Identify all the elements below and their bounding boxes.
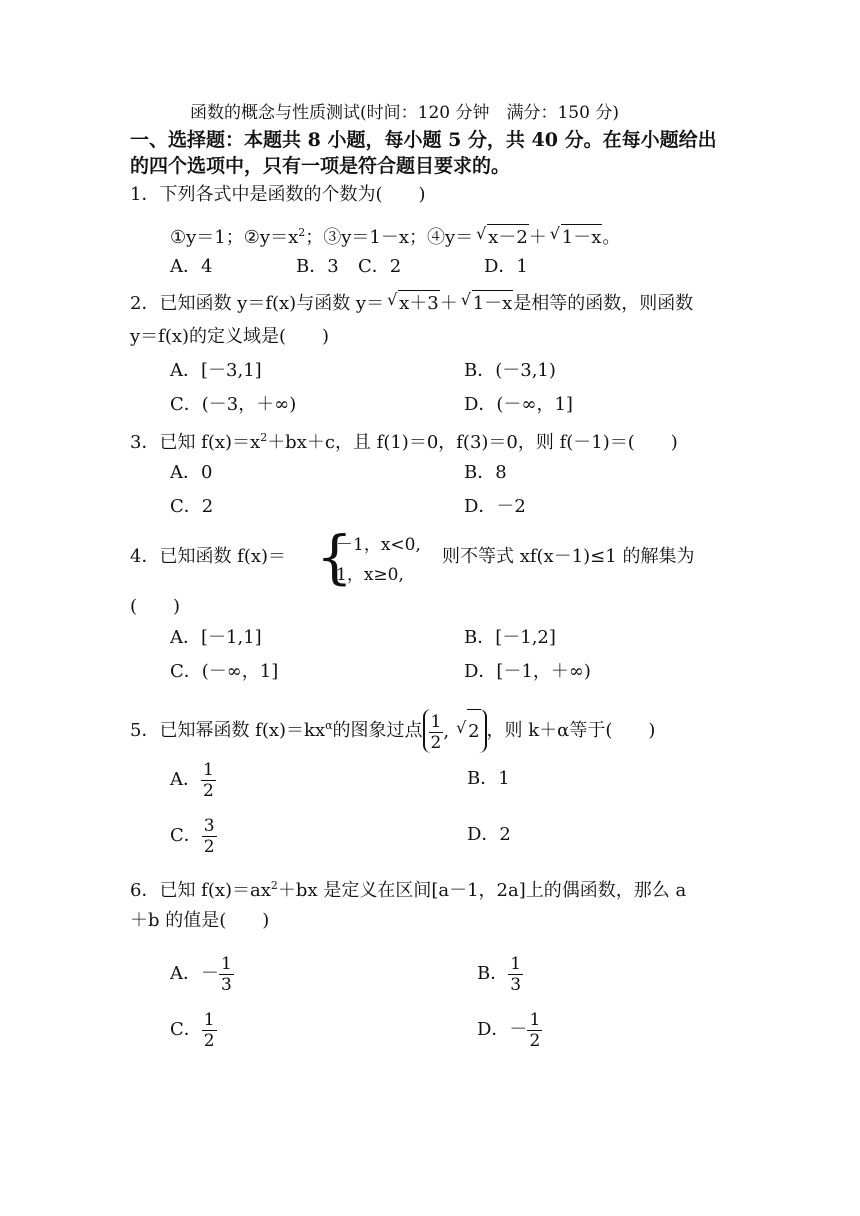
q5-option-c-label: C． xyxy=(170,825,202,846)
q6-option-d-label: D．－ xyxy=(477,1019,528,1040)
q6-option-b-label: B． xyxy=(477,963,509,984)
q5-stem-c: ，则 k＋α等于( ) xyxy=(486,720,656,741)
q2-stem-a: 2．已知函数 y＝f(x)与函数 y＝ xyxy=(130,293,385,314)
q6-b-num: 1 xyxy=(510,953,522,974)
q4-case1: －1，x<0, xyxy=(336,535,421,555)
q5-point-den: 2 xyxy=(430,732,442,753)
q2-option-c: C．(－3，＋∞) xyxy=(170,394,297,415)
q5-option-c xyxy=(170,814,217,858)
q5-point xyxy=(423,709,487,753)
q3-option-b: B．8 xyxy=(464,462,507,483)
section-instructions-line2: 的四个选项中，只有一项是符合题目要求的。 xyxy=(130,155,511,177)
q1-option-d: D．1 xyxy=(484,256,528,277)
page-title: 函数的概念与性质测试(时间：120 分钟 满分：150 分) xyxy=(190,103,619,123)
q5-stem-b: 的图象过点 xyxy=(332,720,423,741)
q5-a-num: 1 xyxy=(203,759,214,780)
q6-b-den: 3 xyxy=(510,974,522,995)
q1-items-sup: 2 xyxy=(298,226,306,239)
q1-period: 。 xyxy=(602,227,621,248)
q6-option-c-label: C． xyxy=(170,1019,202,1040)
q5-point-num: 1 xyxy=(430,711,442,732)
q5-option-a-fraction xyxy=(201,760,216,801)
q6-option-d xyxy=(477,1008,542,1052)
q5-stem-a: 5．已知幂函数 f(x)＝kx xyxy=(130,720,326,741)
q5-option-c-fraction xyxy=(202,816,217,857)
q2-sqrt2: √ 1－x xyxy=(472,290,514,317)
q5-c-den: 2 xyxy=(203,836,215,857)
q6-option-d-fraction xyxy=(527,1010,542,1051)
q5-a-den: 2 xyxy=(203,780,214,801)
q1-items-a: ①y＝1；②y＝x xyxy=(170,227,299,248)
q5-point-comma: , xyxy=(443,721,450,742)
q5-option-a xyxy=(170,758,216,802)
q6-option-c xyxy=(170,1008,217,1052)
q3-stem-b: ＋bx＋c，且 f(1)＝0，f(3)＝0，则 f(－1)＝( ) xyxy=(267,432,678,453)
q3-option-c: C．2 xyxy=(170,496,214,517)
q1-plus: ＋ xyxy=(528,227,547,248)
q6-option-b-fraction xyxy=(508,954,523,995)
q5-sup: α xyxy=(325,719,333,732)
q6-d-num: 1 xyxy=(529,1009,541,1030)
q6-option-c-fraction xyxy=(202,1010,217,1051)
q1-option-c: C．2 xyxy=(358,256,402,277)
q2-stem-line2: y＝f(x)的定义域是( ) xyxy=(130,326,330,347)
q6-c-num: 1 xyxy=(203,1009,215,1030)
q6-a-num: 1 xyxy=(221,953,232,974)
q2-plus: ＋ xyxy=(439,293,458,314)
q4-brace: { xyxy=(316,523,353,591)
q6-a-den: 3 xyxy=(221,974,232,995)
q5-option-d: D．2 xyxy=(467,824,511,845)
q3-stem xyxy=(130,425,678,456)
q6-stem xyxy=(130,873,686,904)
q3-option-d: D．－2 xyxy=(464,496,526,517)
q3-sup: 2 xyxy=(260,431,268,444)
q4-option-b: B．[－1,2] xyxy=(464,627,556,648)
q6-stem-b: ＋bx 是定义在区间[a－1，2a]上的偶函数，那么 a xyxy=(277,880,687,901)
q5-option-b: B．1 xyxy=(467,768,510,789)
section-instructions-line1: 一、选择题：本题共 8 小题，每小题 5 分，共 40 分。在每小题给出 xyxy=(130,129,717,151)
q4-stem-a: 4．已知函数 f(x)＝ xyxy=(130,546,287,567)
q2-stem xyxy=(130,290,693,317)
q6-option-a-label: A．－ xyxy=(170,963,219,984)
q5-c-num: 3 xyxy=(203,815,215,836)
q1-sqrt2: √ 1－x xyxy=(561,224,603,251)
q2-option-d: D．(－∞，1] xyxy=(464,394,573,415)
q5-point-fraction xyxy=(429,712,444,753)
q5-stem xyxy=(130,704,655,753)
q6-stem-a: 6．已知 f(x)＝ax xyxy=(130,880,271,901)
q2-option-b: B．(－3,1) xyxy=(464,360,556,381)
q6-option-a-fraction xyxy=(219,954,234,995)
q4-option-c: C．(－∞，1] xyxy=(170,661,279,682)
q4-option-d: D．[－1，＋∞) xyxy=(464,661,591,682)
q2-stem-b: 是相等的函数，则函数 xyxy=(513,293,694,314)
q4-option-a: A．[－1,1] xyxy=(170,627,262,648)
q5-point-sqrt: √ 2 xyxy=(467,709,480,754)
q1-sqrt1: √ x－2 xyxy=(487,224,529,251)
q1-stem: 1．下列各式中是函数的个数为( ) xyxy=(130,184,426,205)
q6-option-b xyxy=(477,952,523,996)
q1-items-c: ；③y＝1－x；④y＝ xyxy=(305,227,474,248)
q6-sup: 2 xyxy=(270,879,278,892)
q2-sqrt1: √ x＋3 xyxy=(398,290,440,317)
q3-stem-a: 3．已知 f(x)＝x xyxy=(130,432,261,453)
q1-option-a: A．4 xyxy=(170,256,213,277)
q4-piecewise xyxy=(316,523,446,591)
q6-stem-line2: ＋b 的值是( ) xyxy=(130,910,270,931)
q2-option-a: A．[－3,1] xyxy=(170,360,262,381)
q6-c-den: 2 xyxy=(203,1030,215,1051)
q6-option-a xyxy=(170,952,234,996)
q1-items xyxy=(170,220,620,251)
q1-option-b: B．3 xyxy=(296,256,339,277)
q3-option-a: A．0 xyxy=(170,462,213,483)
q5-option-a-label: A． xyxy=(170,769,201,790)
q4-stem-line2: ( ) xyxy=(130,596,181,617)
q6-d-den: 2 xyxy=(529,1030,541,1051)
q4-stem-b: 则不等式 xf(x－1)≤1 的解集为 xyxy=(442,546,695,567)
q4-case2: 1，x≥0, xyxy=(336,565,404,585)
